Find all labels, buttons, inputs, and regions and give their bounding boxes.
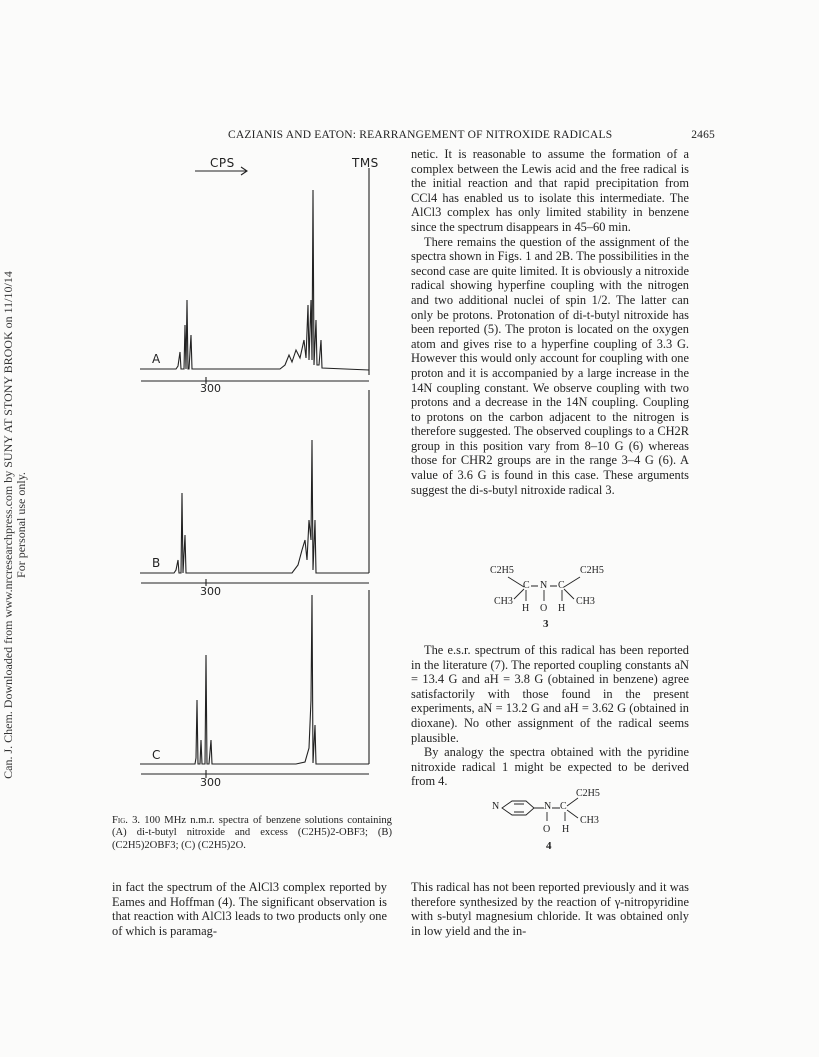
structure-3 [480, 565, 630, 635]
s3-ethyl-left: C2H5 [490, 565, 514, 576]
structure-4-bonds [492, 788, 632, 853]
bottom-left-text [112, 880, 387, 938]
s3-hydrogen-left: H [522, 603, 530, 614]
bottom-right-paragraph: This radical has not been reported previously and it was therefore synthesized by the reaction of γ-nitropyridine with s-butyl magnesium chloride. It was obtained only in low yield and the in- [411, 880, 689, 938]
trace-label-c: C [152, 748, 161, 762]
s3-hydrogen-right: H [558, 603, 566, 614]
axis-label-c: 300 [200, 776, 221, 789]
s4-number: 4 [546, 840, 552, 852]
cps-label: CPS [210, 156, 235, 170]
s4-nitroxide-nitrogen: N [544, 801, 552, 812]
figure-caption [112, 815, 392, 852]
s4-hydrogen: H [562, 824, 570, 835]
right-column [411, 147, 689, 497]
paragraph-1: netic. It is reasonable to assume the formation of a complex between the Lewis acid and the free radical is the initial reaction and that rapid precipitation from CCl4 has enabled us to isolate this intermediate. The AlCl3 complex has only limited stability in benzene since the spectrum disappears in 45–60 min. [411, 147, 689, 234]
bottom-left-paragraph: in fact the spectrum of the AlCl3 complex reported by Eames and Hoffman (4). The significant observation is that reaction with AlCl3 leads to two products only one of which is paramag- [112, 880, 387, 938]
trace-a [140, 190, 369, 370]
watermark-line-1: Can. J. Chem. Downloaded from www.nrcresearchpress.com by SUNY AT STONY BROOK on 11/10/14 [1, 271, 15, 779]
s3-methyl-right: CH3 [576, 596, 595, 607]
s4-carbon: C [560, 801, 567, 812]
bottom-right-text [411, 880, 689, 938]
right-column-lower [411, 643, 689, 789]
trace-c [140, 595, 369, 764]
s3-carbon-left: C [523, 580, 530, 591]
axis-label-a: 300 [200, 382, 221, 395]
axis-label-b: 300 [200, 585, 221, 598]
s3-oxygen: O [540, 603, 548, 614]
s3-nitrogen: N [540, 580, 548, 591]
trace-label-b: B [152, 556, 161, 570]
paragraph-4: By analogy the spectra obtained with the pyridine nitroxide radical 1 might be expected to be derived from 4. [411, 745, 689, 789]
caption-prefix: Fig. 3. [112, 815, 141, 826]
tms-label: TMS [352, 156, 379, 170]
s3-carbon-right: C [558, 580, 565, 591]
structure-4 [492, 788, 632, 853]
s4-pyridine-nitrogen: N [492, 801, 500, 812]
watermark-line-2: For personal use only. [14, 472, 28, 578]
header-title: CAZIANIS AND EATON: REARRANGEMENT OF NITROXIDE RADICALS [228, 129, 613, 141]
trace-label-a: A [152, 352, 161, 366]
paragraph-2: There remains the question of the assignment of the spectra shown in Figs. 1 and 2B. The possibilities in the second case are quite limited. It is obviously a nitroxide radical showing hyperfine coupling with the nitrogen and two additional nuclei of spin 1/2. The latter can only be protons. Protonation of di-t-butyl nitroxide has been reported (5). The proton is located on the oxygen atom and gives rise to a hyperfine coupling of 3.3 G. However this would only account for coupling with one proton and it is accompanied by a large increase in the 14N coupling constant. We observe coupling with two protons and a decrease in the 14N coupling. Coupling to protons on the carbon adjacent to the nitrogen is therefore suggested. The observed couplings to a CH2R group in this position vary from 8–10 G (6) whereas those for CHR2 groups are in the range 3–4 G (6). A value of 3.6 G is found in this case. These arguments suggest the di-s-butyl nitroxide radical 3. [411, 234, 689, 497]
s3-number: 3 [543, 618, 549, 630]
s4-ethyl: C2H5 [576, 788, 600, 799]
paragraph-3: The e.s.r. spectrum of this radical has been reported in the literature (7). The reported coupling constants aN = 13.4 G and aH = 3.8 G (obtained in benzene) agree satisfactorily with those found in the present experiments, aN = 13.2 G and aH = 3.62 G (obtained in dioxane). No other assignment of the radical seems plausible. [411, 643, 689, 745]
s4-oxygen: O [543, 824, 551, 835]
s3-methyl-left: CH3 [494, 596, 513, 607]
s4-methyl: CH3 [580, 815, 599, 826]
trace-b [140, 440, 369, 573]
s3-ethyl-right: C2H5 [580, 565, 604, 576]
caption-text: 100 MHz n.m.r. spectra of benzene solutions containing (A) di-t-butyl nitroxide and excess (C2H5)2-OBF3; (B) (C2H5)2OBF3; (C) (C2H5)2O. [112, 815, 392, 851]
page-number: 2465 [691, 129, 715, 141]
